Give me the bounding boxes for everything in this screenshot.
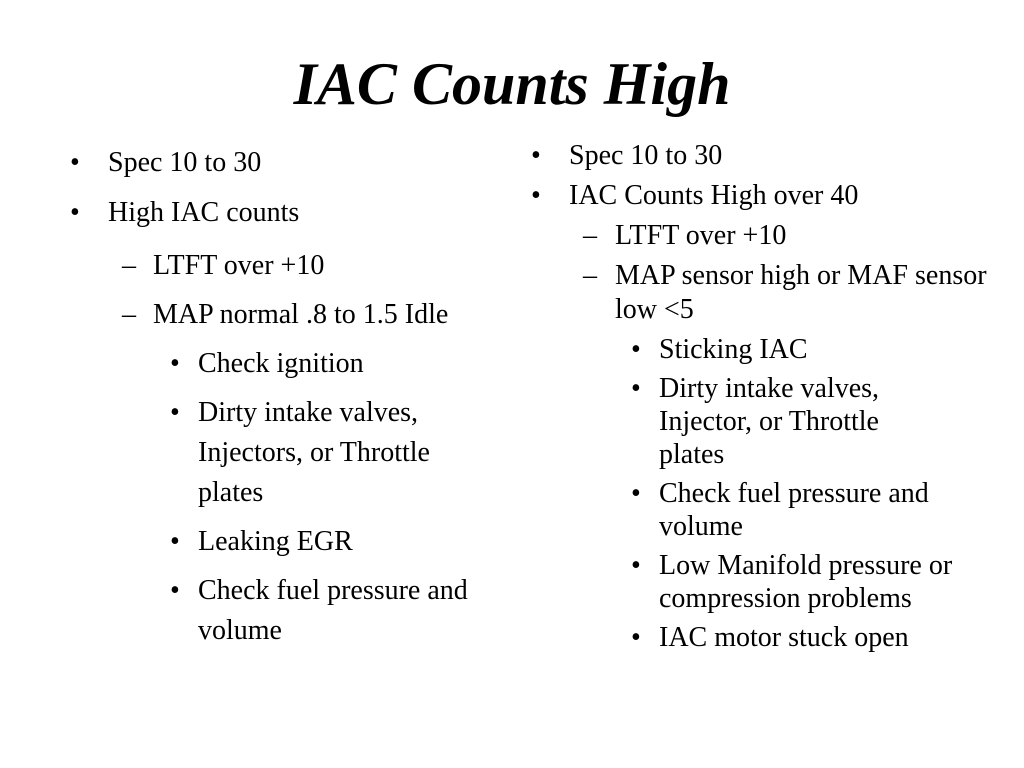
list-item bbox=[70, 146, 490, 180]
bullet-icon: • bbox=[631, 622, 641, 653]
list-item-text: Check ignition bbox=[198, 348, 364, 379]
slide-title: IAC Counts High bbox=[293, 51, 731, 117]
list-item bbox=[531, 179, 1001, 213]
list-item-text: Dirty intake valves, Injectors, or Throttle plates bbox=[198, 397, 430, 508]
right-bullet-list bbox=[531, 139, 1001, 654]
list-item-text: Sticking IAC bbox=[659, 334, 808, 365]
bullet-icon: • bbox=[70, 197, 80, 228]
list-item bbox=[70, 295, 453, 335]
list-item-text: Leaking EGR bbox=[198, 526, 353, 557]
right-column bbox=[531, 139, 1001, 660]
list-item bbox=[70, 393, 483, 513]
list-item bbox=[531, 259, 1001, 327]
list-item-text: IAC motor stuck open bbox=[659, 622, 909, 653]
bullet-icon: • bbox=[170, 397, 180, 428]
dash-icon: – bbox=[583, 220, 597, 251]
list-item bbox=[531, 333, 1001, 366]
list-item-text: LTFT over +10 bbox=[615, 220, 787, 251]
list-item-text: Spec 10 to 30 bbox=[108, 147, 262, 178]
list-item-text: Dirty intake valves, Injector, or Throttle plates bbox=[659, 373, 880, 470]
list-item-text: Check fuel pressure and volume bbox=[659, 478, 929, 542]
bullet-icon: • bbox=[531, 180, 541, 211]
list-item bbox=[531, 219, 1001, 253]
list-item bbox=[70, 246, 490, 286]
bullet-icon: • bbox=[631, 550, 641, 581]
list-item-text: Check fuel pressure and volume bbox=[198, 575, 468, 646]
list-item bbox=[70, 344, 490, 384]
bullet-icon: • bbox=[631, 334, 641, 365]
bullet-icon: • bbox=[531, 140, 541, 171]
bullet-icon: • bbox=[170, 348, 180, 379]
list-item-text: High IAC counts bbox=[108, 197, 300, 228]
list-item bbox=[531, 549, 959, 615]
bullet-icon: • bbox=[631, 478, 641, 509]
list-item bbox=[531, 621, 1001, 654]
list-item-text: Spec 10 to 30 bbox=[569, 140, 723, 171]
list-item-text: LTFT over +10 bbox=[153, 250, 325, 281]
bullet-icon: • bbox=[631, 373, 641, 404]
list-item-text: IAC Counts High over 40 bbox=[569, 180, 859, 211]
list-item bbox=[70, 196, 490, 230]
bullet-icon: • bbox=[70, 147, 80, 178]
list-item-text: MAP sensor high or MAF sensor low <5 bbox=[615, 260, 987, 325]
left-column bbox=[70, 146, 490, 660]
dash-icon: – bbox=[122, 250, 136, 281]
list-item bbox=[531, 477, 1001, 543]
list-item bbox=[70, 571, 498, 651]
list-item bbox=[531, 372, 939, 471]
bullet-icon: • bbox=[170, 575, 180, 606]
list-item bbox=[70, 522, 490, 562]
dash-icon: – bbox=[122, 299, 136, 330]
bullet-icon: • bbox=[170, 526, 180, 557]
list-item bbox=[531, 139, 1001, 173]
left-bullet-list bbox=[70, 146, 490, 651]
list-item-text: MAP normal .8 to 1.5 Idle bbox=[153, 299, 449, 330]
list-item-text: Low Manifold pressure or compression problems bbox=[659, 550, 953, 614]
dash-icon: – bbox=[583, 260, 597, 291]
